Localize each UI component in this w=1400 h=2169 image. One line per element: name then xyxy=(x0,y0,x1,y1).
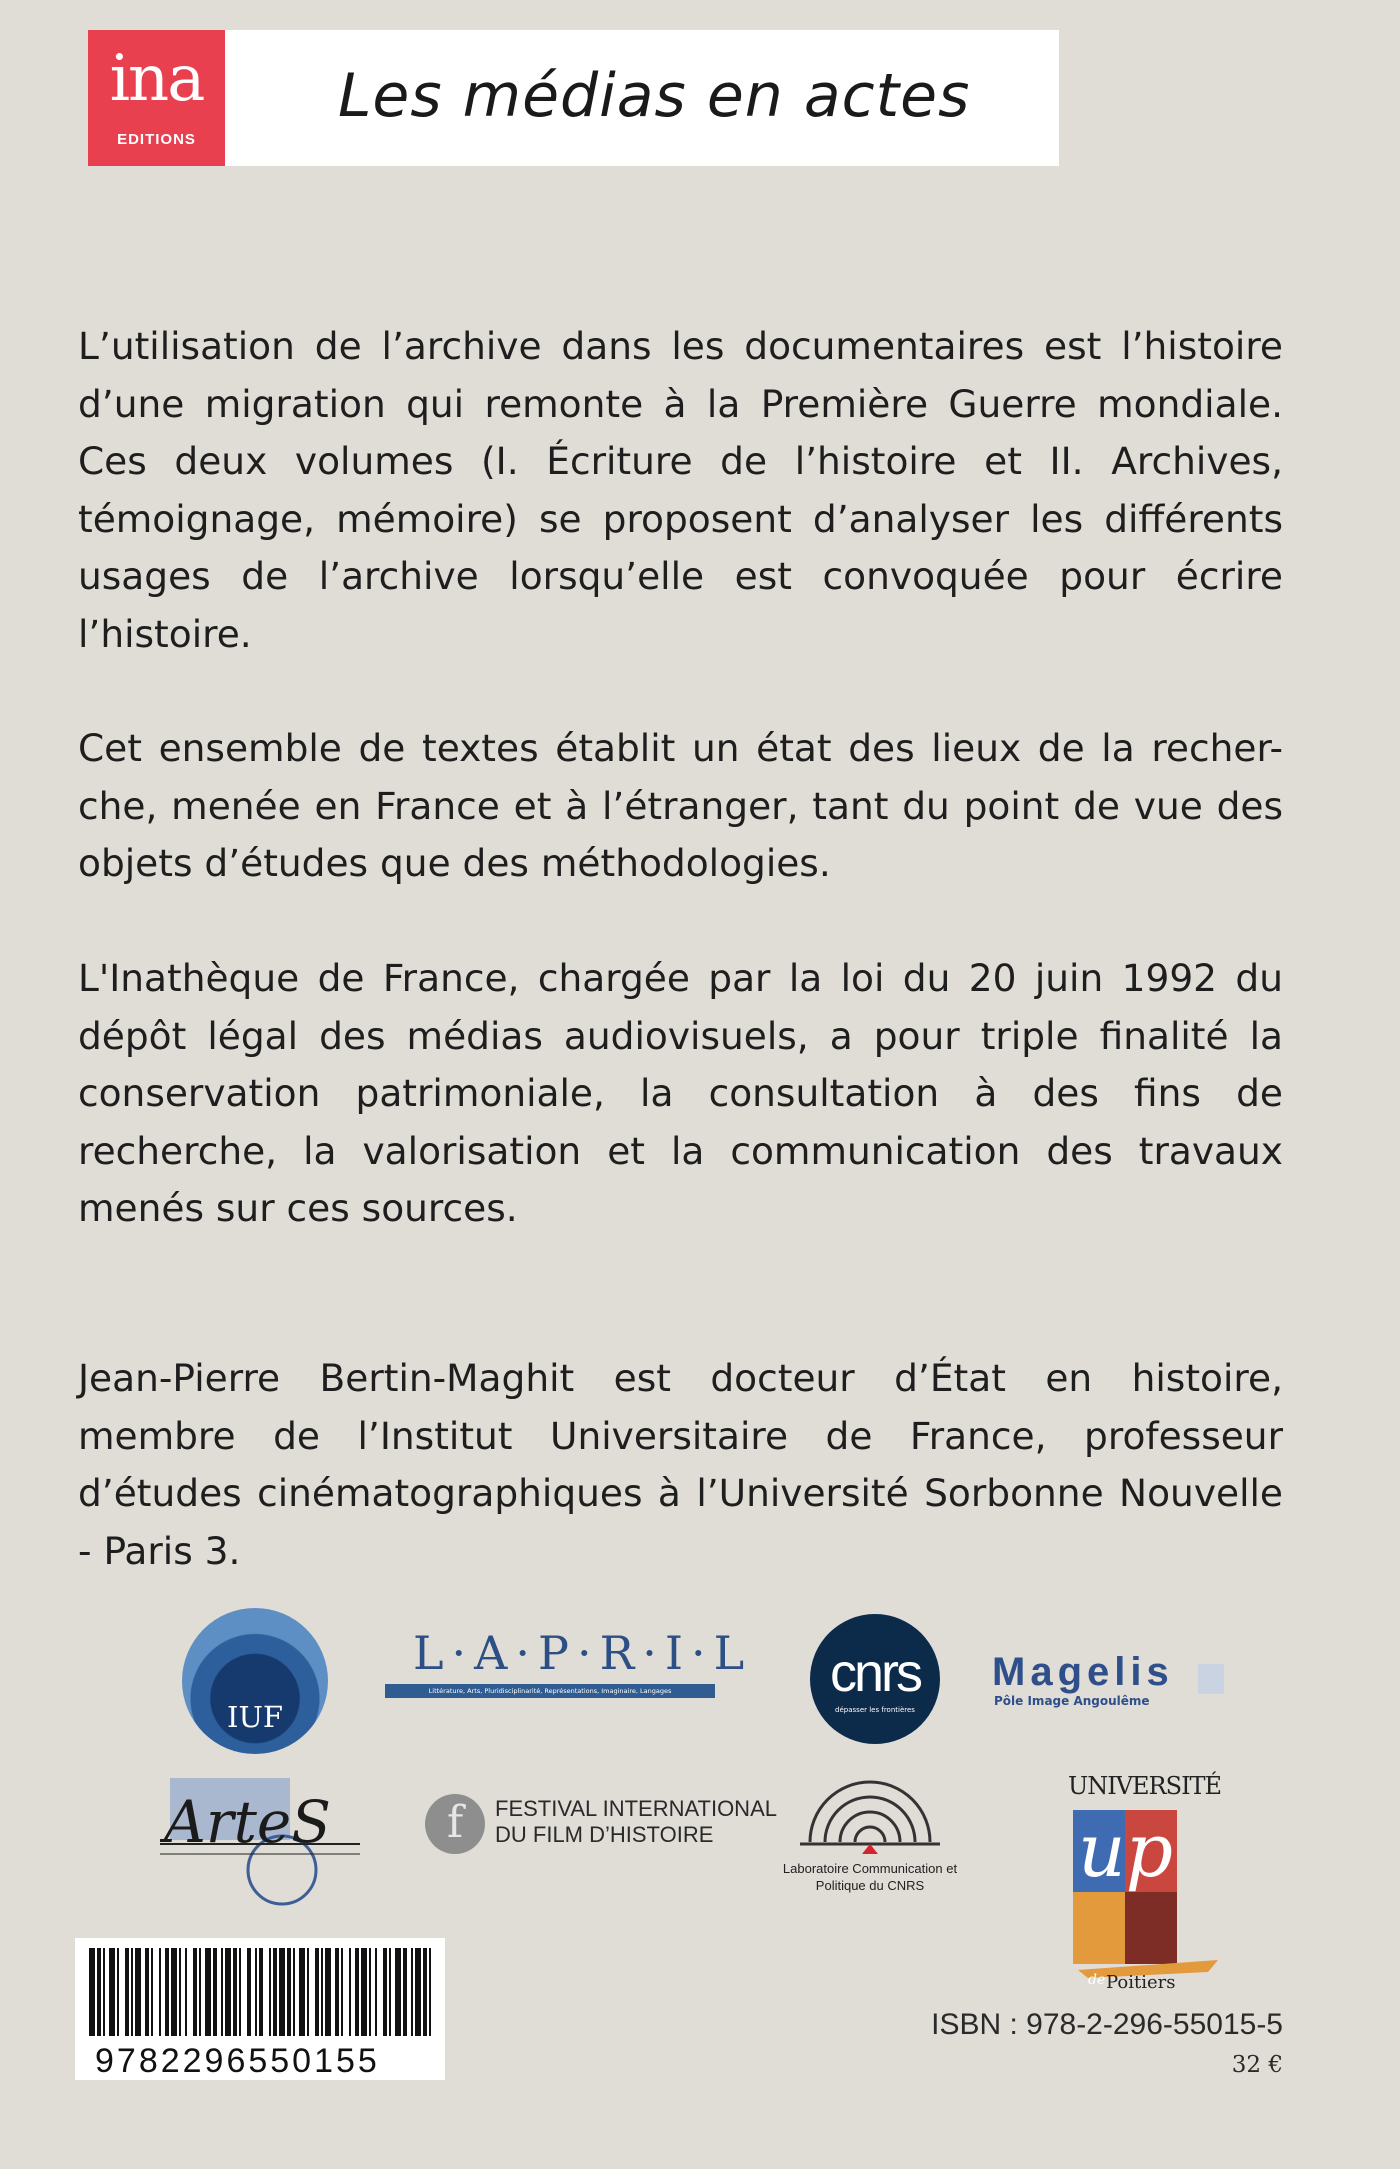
paragraph-inatheque: L'Inathèque de France, chargée par la loi du 20 juin 1992 du dépôt légal des médias audiovisuels, a pour triple finalité la conservation patrimoniale, la consultation à des fins de recherche, la valorisation et la communication des travaux menés sur ces sources. xyxy=(78,956,1283,1230)
barcode-bar xyxy=(341,1948,343,2036)
barcode-bar xyxy=(369,1948,371,2036)
barcode-bar xyxy=(205,1948,211,2036)
barcode-bar xyxy=(307,1948,309,2036)
lcp-cnrs-logo xyxy=(780,1762,960,1902)
barcode-bar xyxy=(423,1948,427,2036)
barcode-bar xyxy=(269,1948,271,2036)
barcode-bar xyxy=(199,1948,201,2036)
barcode-bar xyxy=(395,1948,401,2036)
barcode-bar xyxy=(159,1948,161,2036)
series-title: Les médias en actes xyxy=(338,61,971,131)
cnrs-logo xyxy=(810,1614,940,1744)
barcode-bar xyxy=(221,1948,223,2036)
lapril-logo-tagline: Littérature, Arts, Pluridisciplinarité, Représentations, Imaginaire, Langages xyxy=(385,1684,715,1698)
barcode-bar xyxy=(247,1948,251,2036)
barcode-bar xyxy=(429,1948,431,2036)
magelis-mark-icon xyxy=(1198,1664,1224,1694)
barcode-bar xyxy=(321,1948,323,2036)
barcode-bar xyxy=(389,1948,391,2036)
barcode-bar xyxy=(361,1948,367,2036)
barcode-bar xyxy=(315,1948,319,2036)
universite-poitiers-logo xyxy=(1068,1772,1223,1994)
barcode-bar xyxy=(117,1948,119,2036)
barcode-bar xyxy=(165,1948,169,2036)
barcode-bar xyxy=(213,1948,217,2036)
series-header xyxy=(88,30,1059,166)
barcode-bar xyxy=(239,1948,241,2036)
lcp-arch-icon xyxy=(780,1762,960,1857)
lapril-logo-letters: L·A·P·R·I·L xyxy=(413,1626,753,1680)
barcode-bar xyxy=(145,1948,149,2036)
ina-editions-logo xyxy=(88,30,225,166)
barcode-bars xyxy=(75,1938,445,2042)
barcode-bar xyxy=(259,1948,263,2036)
barcode-bar xyxy=(151,1948,153,2036)
barcode-bar xyxy=(325,1948,331,2036)
festival-film-histoire-logo xyxy=(425,1790,785,1860)
isbn-label: ISBN : 978-2-296-55015-5 xyxy=(931,2008,1283,2041)
artes-logo-graphic xyxy=(160,1770,390,1910)
barcode-bar xyxy=(299,1948,305,2036)
barcode-bar xyxy=(109,1948,115,2036)
barcode-bar xyxy=(349,1948,351,2036)
cnrs-logo-sub: dépasser les frontières xyxy=(835,1706,915,1714)
barcode-bar xyxy=(131,1948,133,2036)
poitiers-logo-city: Poitiers xyxy=(1106,1972,1176,1993)
barcode-bar xyxy=(293,1948,295,2036)
ina-logo-word: ina xyxy=(109,42,204,116)
barcode-bar xyxy=(171,1948,177,2036)
barcode-bar xyxy=(415,1948,421,2036)
poitiers-logo-mark: up xyxy=(1078,1808,1174,1894)
barcode-bar xyxy=(135,1948,141,2036)
magelis-logo-sub: Pôle Image Angoulême xyxy=(994,1694,1150,1708)
barcode-bar xyxy=(375,1948,377,2036)
barcode-bar xyxy=(179,1948,181,2036)
paragraph-intro: L’utilisation de l’archive dans les documentaires est l’histoire d’une migration qui remonte à la Première Guerre mondiale. Ces deux volumes (I. Écriture de l’histoire et II. Archives, témoignage, mémoire) se proposent d’analyser les différents usages de l’archive lorsqu’elle est convoquée pour écrire l’histoire. xyxy=(78,324,1283,656)
barcode-number: 9782296550155 xyxy=(95,2042,380,2080)
cnrs-logo-word: cnrs xyxy=(829,1643,920,1703)
poitiers-logo-de: de xyxy=(1088,1972,1106,1988)
barcode-bar xyxy=(225,1948,231,2036)
barcode-bar xyxy=(185,1948,187,2036)
barcode-bar xyxy=(97,1948,101,2036)
price-label: 32 € xyxy=(1231,2052,1283,2078)
isbn-barcode xyxy=(75,1938,445,2080)
festival-initial-icon: f xyxy=(425,1794,485,1854)
barcode-bar xyxy=(411,1948,413,2036)
barcode-bar xyxy=(355,1948,359,2036)
magelis-logo-word: Magelis xyxy=(992,1650,1174,1694)
paragraph-author-bio: Jean-Pierre Bertin-Maghit est docteur d’État en histoire, membre de l’Institut Universitaire de France, professeur d’études cinématographiques à l’Université Sorbonne Nouvelle - Paris 3. xyxy=(78,1356,1283,1573)
barcode-bar xyxy=(125,1948,129,2036)
barcode-bar xyxy=(255,1948,257,2036)
barcode-bar xyxy=(403,1948,407,2036)
barcode-bar xyxy=(89,1948,95,2036)
magelis-logo xyxy=(992,1650,1232,1710)
barcode-bar xyxy=(287,1948,291,2036)
barcode-bar xyxy=(233,1948,237,2036)
artes-logo xyxy=(160,1770,390,1910)
ina-logo-sub: EDITIONS xyxy=(117,131,196,148)
artes-logo-word: ArteS xyxy=(164,1788,331,1856)
barcode-bar xyxy=(335,1948,339,2036)
iuf-logo-text: IUF xyxy=(226,1700,284,1734)
poitiers-logo-graphic xyxy=(1068,1800,1223,2000)
paragraph-research: Cet ensemble de textes établit un état des lieux de la recher-che, menée en France et à l’étranger, tant du point de vue des objets d’études que des méthodologies. xyxy=(78,726,1283,885)
iuf-logo xyxy=(182,1608,328,1754)
festival-logo-line1: FESTIVAL INTERNATIONAL xyxy=(495,1796,777,1821)
barcode-bar xyxy=(273,1948,277,2036)
barcode-bar xyxy=(103,1948,105,2036)
poitiers-logo-title: UNIVERSITÉ xyxy=(1068,1772,1222,1800)
lcp-logo-text: Laboratoire Communication et Politique du CNRS xyxy=(782,1861,958,1893)
barcode-bar xyxy=(383,1948,387,2036)
barcode-bar xyxy=(279,1948,285,2036)
barcode-bar xyxy=(193,1948,197,2036)
lapril-logo xyxy=(385,1626,753,1712)
festival-logo-line2: DU FILM D’HISTOIRE xyxy=(495,1822,714,1847)
